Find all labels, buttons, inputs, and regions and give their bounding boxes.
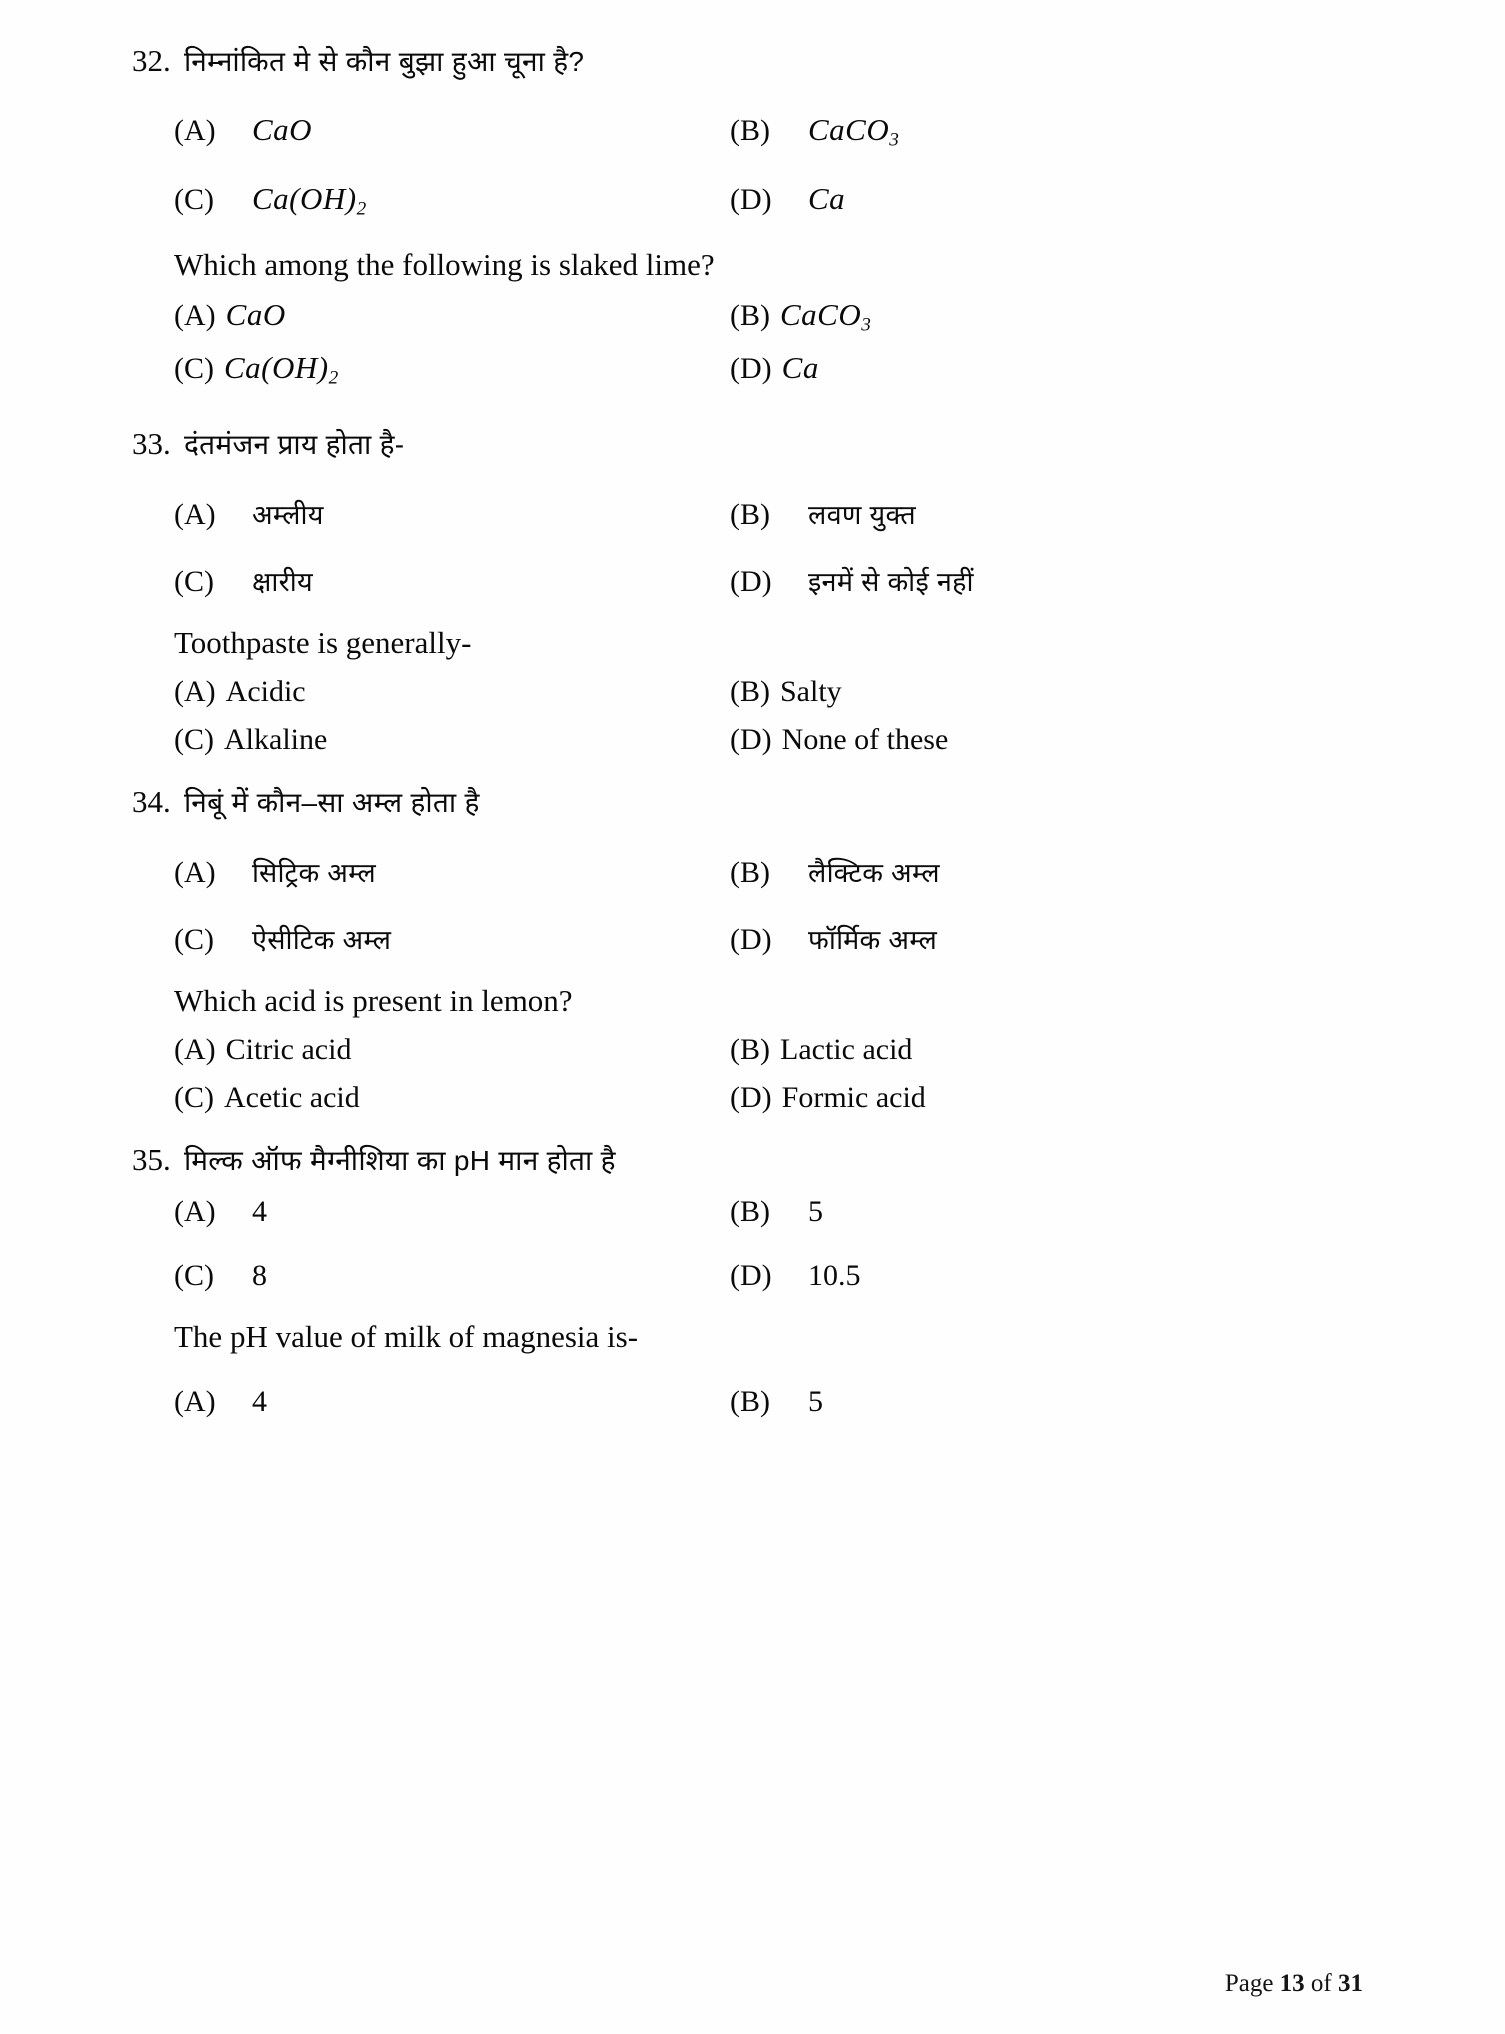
option-34-en-a[interactable] (132, 1033, 712, 1067)
question-32 (132, 40, 1292, 389)
option-row (132, 181, 1292, 220)
option-text: ऐसीटिक अम्ल (252, 925, 392, 956)
option-text: None of these (781, 723, 949, 757)
option-label: (C) (174, 923, 214, 957)
option-label: (D) (730, 1258, 772, 1292)
option-row (132, 723, 1292, 757)
option-row (132, 1081, 1292, 1115)
option-text: Citric acid (225, 1033, 352, 1067)
question-text: मिल्क ऑफ मैग्नीशिया का pH मान होता है (184, 1145, 616, 1177)
option-label: (D) (730, 1081, 772, 1115)
option-row (132, 1195, 1292, 1229)
option-34-en-d[interactable] (712, 1081, 1292, 1115)
option-label: (A) (174, 675, 216, 709)
option-35-hi-c[interactable] (132, 1259, 712, 1293)
option-text: Lactic acid (780, 1033, 913, 1067)
option-text: लवण युक्त (808, 500, 916, 531)
option-row (132, 1033, 1292, 1067)
option-formula: Ca (781, 349, 819, 385)
option-32-en-c[interactable] (132, 350, 712, 389)
question-number: 34. (132, 784, 171, 820)
option-33-en-a[interactable] (132, 675, 712, 709)
option-formula: CaO (252, 111, 313, 147)
option-text: Formic acid (781, 1081, 926, 1115)
question-number: 33. (132, 426, 171, 462)
option-34-en-b[interactable] (712, 1033, 1292, 1067)
option-text: सिट्रिक अम्ल (252, 858, 377, 889)
option-row (132, 1259, 1292, 1293)
option-formula: CaCO$_3$ (808, 111, 900, 151)
option-text: Alkaline (224, 723, 328, 757)
question-text: दंतमंजन प्राय होता है- (184, 429, 405, 461)
option-label: (B) (730, 298, 770, 332)
question-stem-hindi (132, 781, 1292, 823)
option-label: (B) (730, 113, 770, 147)
option-label: (A) (174, 1033, 216, 1067)
option-32-hi-b[interactable] (712, 112, 1292, 151)
option-33-hi-b[interactable] (712, 495, 1292, 532)
option-label: (D) (730, 923, 772, 957)
question-stem-english: Which among the following is slaked lime? (174, 246, 715, 282)
option-formula: $Ca(OH)_2$ (224, 349, 339, 389)
option-text: Acetic acid (224, 1081, 360, 1115)
option-row (132, 1385, 1292, 1419)
option-label: (C) (174, 723, 214, 757)
option-32-en-b[interactable] (712, 297, 1292, 336)
question-number: 35. (132, 1142, 171, 1178)
option-text: Salty (780, 675, 842, 709)
question-text: निबूं में कौन–सा अम्ल होता है (184, 787, 480, 819)
option-label: (B) (730, 498, 770, 532)
footer-middle: of (1304, 1970, 1338, 1997)
option-33-hi-d[interactable] (712, 562, 1292, 599)
option-row (132, 562, 1292, 599)
option-label: (D) (730, 723, 772, 757)
option-32-hi-d[interactable] (712, 181, 1292, 220)
question-stem-english: The pH value of milk of magnesia is- (174, 1318, 639, 1354)
option-label: (B) (730, 1194, 770, 1228)
option-label: (C) (174, 565, 214, 599)
option-text: 5 (808, 1194, 823, 1228)
option-33-en-c[interactable] (132, 723, 712, 757)
option-35-hi-b[interactable] (712, 1195, 1292, 1229)
option-label: (B) (730, 1384, 770, 1418)
option-33-en-b[interactable] (712, 675, 1292, 709)
option-text: 4 (252, 1384, 267, 1418)
option-33-en-d[interactable] (712, 723, 1292, 757)
option-formula: $Ca(OH)_2$ (252, 181, 367, 220)
option-row (132, 675, 1292, 709)
option-row (132, 853, 1292, 890)
question-33 (132, 423, 1292, 757)
option-label: (A) (174, 856, 216, 890)
option-label: (B) (730, 675, 770, 709)
option-row (132, 495, 1292, 532)
question-34 (132, 781, 1292, 1115)
question-list (132, 40, 1292, 1423)
question-35 (132, 1139, 1292, 1419)
footer-page-number: 13 (1279, 1970, 1305, 1997)
option-33-hi-a[interactable] (132, 495, 712, 532)
option-text: लैक्टिक अम्ल (808, 858, 940, 889)
option-text: Acidic (225, 675, 306, 709)
option-text: 5 (808, 1384, 823, 1418)
option-row (132, 920, 1292, 957)
option-label: (D) (730, 183, 772, 217)
option-label: (D) (730, 351, 772, 385)
option-formula: CaO (225, 296, 286, 332)
option-label: (C) (174, 1081, 214, 1115)
option-label: (A) (174, 1194, 216, 1228)
option-label: (C) (174, 183, 214, 217)
question-stem-english: Which acid is present in lemon? (174, 983, 573, 1019)
option-row (132, 112, 1292, 151)
option-label: (D) (730, 565, 772, 599)
question-stem-hindi (132, 40, 1292, 82)
option-label: (A) (174, 498, 216, 532)
footer-total-pages: 31 (1338, 1970, 1363, 1997)
option-label: (B) (730, 1033, 770, 1067)
option-text: इनमें से कोई नहीं (808, 567, 974, 598)
question-stem-hindi (132, 423, 1292, 465)
option-33-hi-c[interactable] (132, 562, 712, 599)
option-label: (A) (174, 1384, 216, 1418)
question-text: निम्नांकित मे से कौन बुझा हुआ चूना है? (184, 46, 585, 77)
option-34-hi-d[interactable] (712, 920, 1292, 957)
option-text: अम्लीय (252, 500, 324, 531)
option-label: (C) (174, 351, 214, 385)
option-34-hi-c[interactable] (132, 920, 712, 957)
option-formula: CaCO$_3$ (780, 296, 872, 335)
page-footer (1225, 1970, 1363, 1998)
option-label: (B) (730, 856, 770, 890)
option-32-hi-c[interactable] (132, 181, 712, 220)
option-35-hi-d[interactable] (712, 1259, 1292, 1293)
option-label: (A) (174, 298, 216, 332)
option-35-en-b[interactable] (712, 1385, 1292, 1419)
option-text: 10.5 (808, 1258, 861, 1292)
option-text: 8 (252, 1258, 267, 1292)
footer-prefix: Page (1224, 1970, 1280, 1997)
option-35-en-a[interactable] (132, 1385, 712, 1419)
option-row (132, 350, 1292, 389)
option-34-en-c[interactable] (132, 1081, 712, 1115)
question-stem-hindi (132, 1139, 1292, 1181)
option-34-hi-b[interactable] (712, 853, 1292, 890)
option-row (132, 297, 1292, 336)
option-formula: Ca (808, 181, 846, 217)
question-number: 32. (132, 43, 171, 78)
option-32-hi-a[interactable] (132, 112, 712, 151)
option-32-en-d[interactable] (712, 350, 1292, 389)
option-text: फॉर्मिक अम्ल (808, 925, 938, 956)
option-text: 4 (252, 1194, 267, 1228)
option-32-en-a[interactable] (132, 297, 712, 336)
option-34-hi-a[interactable] (132, 853, 712, 890)
question-stem-english: Toothpaste is generally- (174, 625, 472, 661)
option-35-hi-a[interactable] (132, 1195, 712, 1229)
option-text: क्षारीय (252, 567, 313, 598)
option-label: (A) (174, 113, 216, 147)
option-label: (C) (174, 1258, 214, 1292)
